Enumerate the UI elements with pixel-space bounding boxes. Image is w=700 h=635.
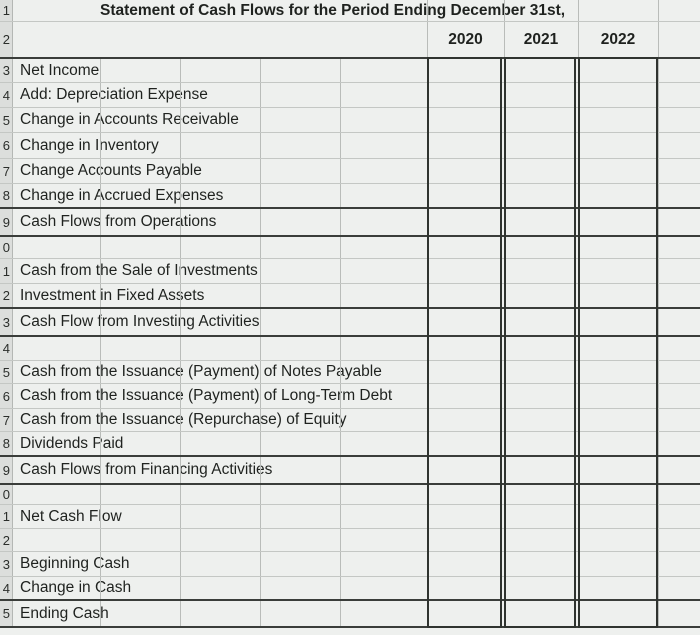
sheet-row xyxy=(0,159,700,184)
grid-cell[interactable] xyxy=(180,284,260,307)
value-cell[interactable] xyxy=(427,457,504,483)
line-item-label: Cash from the Issuance (Payment) of Notes Payable xyxy=(20,363,382,380)
grid-cell[interactable] xyxy=(180,309,260,335)
grid-cell[interactable] xyxy=(260,432,340,455)
line-item-label: Change in Accrued Expenses xyxy=(20,186,224,204)
grid-cell[interactable] xyxy=(340,601,427,626)
grid-cell[interactable] xyxy=(658,22,700,57)
value-cell[interactable] xyxy=(578,457,658,483)
sheet-row xyxy=(0,552,700,577)
value-cell[interactable] xyxy=(578,384,658,408)
row-number[interactable]: 1 xyxy=(0,505,13,528)
row-number[interactable]: 7 xyxy=(0,409,13,431)
grid-cell[interactable] xyxy=(260,505,340,528)
grid-cell[interactable] xyxy=(180,485,260,504)
value-cell[interactable] xyxy=(427,384,504,408)
year-header: 2021 xyxy=(523,30,559,48)
sheet-row xyxy=(0,284,700,309)
grid-cell[interactable] xyxy=(340,237,427,258)
row-number[interactable]: 2 xyxy=(0,529,13,551)
grid-cell[interactable] xyxy=(427,0,504,21)
grid-cell[interactable] xyxy=(658,159,700,183)
sheet-row xyxy=(0,259,700,284)
value-cell[interactable] xyxy=(427,409,504,431)
grid-cell[interactable] xyxy=(180,0,260,21)
grid-cell[interactable] xyxy=(100,259,180,283)
value-cell[interactable] xyxy=(427,337,504,360)
value-cell[interactable] xyxy=(504,529,578,551)
grid-cell[interactable] xyxy=(658,552,700,576)
grid-cell[interactable] xyxy=(100,237,180,258)
grid-cell[interactable] xyxy=(100,133,180,158)
grid-cell[interactable] xyxy=(100,22,180,57)
grid-cell[interactable] xyxy=(658,432,700,455)
sheet-row xyxy=(0,361,700,384)
grid-cell[interactable] xyxy=(340,309,427,335)
grid-cell[interactable] xyxy=(340,209,427,235)
sheet-row xyxy=(0,457,700,485)
grid-cell[interactable] xyxy=(100,384,180,408)
grid-cell[interactable] xyxy=(340,108,427,132)
line-item-label: Net Cash Flow xyxy=(20,507,122,525)
value-cell[interactable] xyxy=(578,577,658,599)
sheet-row xyxy=(0,505,700,529)
grid-cell[interactable] xyxy=(658,133,700,158)
value-cell[interactable] xyxy=(504,577,578,599)
grid-cell[interactable] xyxy=(504,0,578,21)
grid-cell[interactable] xyxy=(100,432,180,455)
row-number[interactable]: 2 xyxy=(0,284,13,307)
value-cell[interactable] xyxy=(504,361,578,383)
grid-cell[interactable] xyxy=(658,259,700,283)
value-cell[interactable] xyxy=(504,552,578,576)
line-item-label: Ending Cash xyxy=(20,604,109,622)
value-cell[interactable] xyxy=(427,108,504,132)
grid-cell[interactable] xyxy=(180,577,260,599)
value-cell[interactable] xyxy=(504,601,578,626)
grid-cell[interactable] xyxy=(658,361,700,383)
value-cell[interactable] xyxy=(427,59,504,82)
value-cell[interactable] xyxy=(427,577,504,599)
line-item-label: Cash Flows from Financing Activities xyxy=(20,461,273,478)
grid-cell[interactable] xyxy=(180,22,260,57)
value-cell[interactable] xyxy=(504,237,578,258)
grid-cell[interactable] xyxy=(100,601,180,626)
value-cell[interactable] xyxy=(578,601,658,626)
line-item-label: Dividends Paid xyxy=(20,434,124,452)
grid-cell[interactable] xyxy=(100,159,180,183)
grid-cell[interactable] xyxy=(260,577,340,599)
grid-cell[interactable] xyxy=(100,361,180,383)
line-item-label: Add: Depreciation Expense xyxy=(20,86,208,103)
grid-cell[interactable] xyxy=(340,133,427,158)
grid-cell[interactable] xyxy=(340,577,427,599)
grid-cell[interactable] xyxy=(180,529,260,551)
grid-cell[interactable] xyxy=(180,209,260,235)
line-item-label: Investment in Fixed Assets xyxy=(20,286,205,304)
grid-cell[interactable] xyxy=(340,457,427,483)
value-cell[interactable] xyxy=(578,209,658,235)
row-number[interactable]: 3 xyxy=(0,552,13,576)
value-cell[interactable] xyxy=(427,309,504,335)
grid-cell[interactable] xyxy=(260,529,340,551)
line-item-label: Beginning Cash xyxy=(20,555,130,572)
value-cell[interactable] xyxy=(504,384,578,408)
value-cell[interactable] xyxy=(578,529,658,551)
value-cell[interactable] xyxy=(427,505,504,528)
grid-cell[interactable] xyxy=(180,457,260,483)
grid-cell[interactable] xyxy=(658,337,700,360)
grid-cell[interactable] xyxy=(340,361,427,383)
row-number[interactable]: 2 xyxy=(0,22,13,57)
grid-cell[interactable] xyxy=(658,59,700,82)
sheet-row xyxy=(0,577,700,601)
row-number[interactable]: 5 xyxy=(0,108,13,132)
grid-cell[interactable] xyxy=(340,22,427,57)
sheet-row xyxy=(0,529,700,552)
line-item-label: Cash from the Issuance (Payment) of Long-Term Debt xyxy=(20,387,393,404)
value-cell[interactable] xyxy=(427,361,504,383)
sheet-row xyxy=(0,409,700,432)
grid-cell[interactable] xyxy=(180,384,260,408)
grid-cell[interactable] xyxy=(260,83,340,107)
grid-cell[interactable] xyxy=(340,505,427,528)
sheet-row xyxy=(0,601,700,628)
grid-cell[interactable] xyxy=(180,505,260,528)
value-cell[interactable] xyxy=(578,83,658,107)
grid-cell[interactable] xyxy=(658,284,700,307)
value-cell[interactable] xyxy=(427,159,504,183)
value-cell[interactable] xyxy=(504,485,578,504)
line-item-label: Net Income xyxy=(20,61,100,79)
value-cell[interactable] xyxy=(427,552,504,576)
value-cell[interactable] xyxy=(504,83,578,107)
line-item-label: Cash Flows from Operations xyxy=(20,213,217,230)
sheet-row xyxy=(0,83,700,108)
grid-cell[interactable] xyxy=(340,384,427,408)
line-item-label: Cash from the Issuance (Repurchase) of Equity xyxy=(20,411,347,428)
value-cell[interactable] xyxy=(504,409,578,431)
sheet-row xyxy=(0,108,700,133)
row-number[interactable]: 3 xyxy=(0,59,13,82)
value-cell[interactable] xyxy=(578,485,658,504)
grid-cell[interactable] xyxy=(340,409,427,431)
line-item-label: Change in Cash xyxy=(20,579,132,596)
grid-cell[interactable] xyxy=(340,59,427,82)
grid-cell[interactable] xyxy=(100,505,180,528)
grid-cell[interactable] xyxy=(260,59,340,82)
grid-cell[interactable] xyxy=(180,432,260,455)
grid-cell[interactable] xyxy=(340,432,427,455)
value-cell[interactable] xyxy=(578,237,658,258)
grid-cell[interactable] xyxy=(180,337,260,360)
value-cell[interactable] xyxy=(504,505,578,528)
grid-cell[interactable] xyxy=(427,22,504,57)
sheet-row xyxy=(0,384,700,409)
grid-cell[interactable] xyxy=(658,577,700,599)
value-cell[interactable] xyxy=(578,59,658,82)
grid-cell[interactable] xyxy=(658,457,700,483)
grid-cell[interactable] xyxy=(180,59,260,82)
sheet-row xyxy=(0,184,700,209)
grid-cell[interactable] xyxy=(260,384,340,408)
row-number[interactable]: 5 xyxy=(0,361,13,383)
grid-cell[interactable] xyxy=(260,237,340,258)
grid-cell[interactable] xyxy=(260,159,340,183)
value-cell[interactable] xyxy=(427,83,504,107)
grid-cell[interactable] xyxy=(260,309,340,335)
grid-cell[interactable] xyxy=(658,184,700,207)
grid-cell[interactable] xyxy=(100,209,180,235)
grid-cell[interactable] xyxy=(260,284,340,307)
value-cell[interactable] xyxy=(504,184,578,207)
grid-cell[interactable] xyxy=(340,529,427,551)
row-number[interactable]: 8 xyxy=(0,184,13,207)
grid-cell[interactable] xyxy=(100,552,180,576)
value-cell[interactable] xyxy=(578,361,658,383)
row-number[interactable]: 6 xyxy=(0,384,13,408)
grid-cell[interactable] xyxy=(260,337,340,360)
grid-cell[interactable] xyxy=(658,529,700,551)
grid-cell[interactable] xyxy=(260,485,340,504)
value-cell[interactable] xyxy=(427,284,504,307)
row-number[interactable]: 9 xyxy=(0,209,13,235)
row-number[interactable]: 1 xyxy=(0,0,13,21)
grid-cell[interactable] xyxy=(180,108,260,132)
value-cell[interactable] xyxy=(578,309,658,335)
grid-cell[interactable] xyxy=(180,237,260,258)
value-cell[interactable] xyxy=(427,259,504,283)
grid-cell[interactable] xyxy=(100,0,180,21)
grid-cell[interactable] xyxy=(658,108,700,132)
value-cell[interactable] xyxy=(578,552,658,576)
grid-cell[interactable] xyxy=(100,59,180,82)
value-cell[interactable] xyxy=(427,601,504,626)
value-cell[interactable] xyxy=(578,409,658,431)
sheet-row xyxy=(0,432,700,457)
grid-cell[interactable] xyxy=(658,83,700,107)
grid-cell[interactable] xyxy=(340,552,427,576)
grid-cell[interactable] xyxy=(340,83,427,107)
grid-cell[interactable] xyxy=(260,108,340,132)
row-number[interactable]: 1 xyxy=(0,259,13,283)
year-header: 2022 xyxy=(600,30,636,48)
line-item-label: Cash Flow from Investing Activities xyxy=(20,313,260,330)
grid-cell[interactable] xyxy=(578,0,658,21)
sheet-row xyxy=(0,237,700,259)
grid-cell[interactable] xyxy=(180,83,260,107)
grid-cell[interactable] xyxy=(340,184,427,207)
line-item-label: Change in Inventory xyxy=(20,136,159,154)
row-number[interactable]: 4 xyxy=(0,83,13,107)
sheet-row xyxy=(0,133,700,159)
grid-cell[interactable] xyxy=(100,309,180,335)
row-number[interactable]: 9 xyxy=(0,457,13,483)
grid-cell[interactable] xyxy=(260,133,340,158)
grid-cell[interactable] xyxy=(100,337,180,360)
value-cell[interactable] xyxy=(504,457,578,483)
value-cell[interactable] xyxy=(578,259,658,283)
value-cell[interactable] xyxy=(504,337,578,360)
line-item-label: Change Accounts Payable xyxy=(20,162,202,179)
statement-title: Statement of Cash Flows for the Period Ending December 31st, xyxy=(100,1,566,19)
value-cell[interactable] xyxy=(578,184,658,207)
value-cell[interactable] xyxy=(427,133,504,158)
grid-cell[interactable] xyxy=(260,457,340,483)
line-item-label: Change in Accounts Receivable xyxy=(20,111,239,128)
grid-cell[interactable] xyxy=(658,0,700,21)
grid-cell[interactable] xyxy=(100,184,180,207)
grid-cell[interactable] xyxy=(658,309,700,335)
grid-cell[interactable] xyxy=(658,409,700,431)
value-cell[interactable] xyxy=(578,337,658,360)
grid-cell[interactable] xyxy=(180,133,260,158)
value-cell[interactable] xyxy=(427,432,504,455)
grid-cell[interactable] xyxy=(260,209,340,235)
value-cell[interactable] xyxy=(427,237,504,258)
value-cell[interactable] xyxy=(504,209,578,235)
value-cell[interactable] xyxy=(427,529,504,551)
grid-cell[interactable] xyxy=(340,337,427,360)
grid-cell[interactable] xyxy=(100,108,180,132)
value-cell[interactable] xyxy=(578,133,658,158)
value-cell[interactable] xyxy=(504,309,578,335)
grid-cell[interactable] xyxy=(260,601,340,626)
year-header: 2020 xyxy=(448,30,483,48)
grid-cell[interactable] xyxy=(260,552,340,576)
grid-cell[interactable] xyxy=(340,284,427,307)
grid-cell[interactable] xyxy=(260,0,340,21)
grid-cell[interactable] xyxy=(260,22,340,57)
sheet-row xyxy=(0,485,700,505)
line-item-label: Cash from the Sale of Investments xyxy=(20,262,258,279)
grid-cell[interactable] xyxy=(578,22,658,57)
grid-cell[interactable] xyxy=(658,384,700,408)
grid-cell[interactable] xyxy=(260,361,340,383)
sheet-row xyxy=(0,209,700,237)
value-cell[interactable] xyxy=(578,108,658,132)
grid-cell[interactable] xyxy=(100,409,180,431)
grid-cell[interactable] xyxy=(340,259,427,283)
grid-cell[interactable] xyxy=(658,485,700,504)
grid-cell[interactable] xyxy=(100,284,180,307)
grid-cell[interactable] xyxy=(658,209,700,235)
value-cell[interactable] xyxy=(504,259,578,283)
value-cell[interactable] xyxy=(504,133,578,158)
row-number[interactable]: 4 xyxy=(0,577,13,599)
grid-cell[interactable] xyxy=(180,552,260,576)
value-cell[interactable] xyxy=(578,505,658,528)
row-number[interactable]: 3 xyxy=(0,309,13,335)
grid-cell[interactable] xyxy=(180,409,260,431)
value-cell[interactable] xyxy=(504,432,578,455)
value-cell[interactable] xyxy=(578,284,658,307)
row-number[interactable]: 0 xyxy=(0,485,13,504)
row-number[interactable]: 4 xyxy=(0,337,13,360)
value-cell[interactable] xyxy=(427,184,504,207)
grid-cell[interactable] xyxy=(260,409,340,431)
row-number[interactable]: 7 xyxy=(0,159,13,183)
grid-cell[interactable] xyxy=(658,505,700,528)
row-number[interactable]: 8 xyxy=(0,432,13,455)
grid-cell[interactable] xyxy=(180,601,260,626)
value-cell[interactable] xyxy=(427,209,504,235)
grid-cell[interactable] xyxy=(658,601,700,626)
sheet-row xyxy=(0,309,700,337)
grid-cell[interactable] xyxy=(100,485,180,504)
sheet-row xyxy=(0,337,700,361)
grid-cell[interactable] xyxy=(180,159,260,183)
grid-cell[interactable] xyxy=(100,457,180,483)
row-number[interactable]: 0 xyxy=(0,237,13,258)
value-cell[interactable] xyxy=(427,485,504,504)
sheet-row xyxy=(0,0,700,22)
grid-cell[interactable] xyxy=(504,22,578,57)
grid-cell[interactable] xyxy=(340,0,427,21)
grid-cell[interactable] xyxy=(340,485,427,504)
grid-cell[interactable] xyxy=(658,237,700,258)
grid-cell[interactable] xyxy=(180,259,260,283)
value-cell[interactable] xyxy=(504,108,578,132)
grid-cell[interactable] xyxy=(100,577,180,599)
row-number[interactable]: 5 xyxy=(0,601,13,626)
grid-cell[interactable] xyxy=(100,529,180,551)
grid-cell[interactable] xyxy=(180,184,260,207)
grid-cell[interactable] xyxy=(260,184,340,207)
sheet-row xyxy=(0,22,700,59)
value-cell[interactable] xyxy=(578,432,658,455)
grid-cell[interactable] xyxy=(100,83,180,107)
sheet-row xyxy=(0,59,700,83)
value-cell[interactable] xyxy=(578,159,658,183)
grid-cell[interactable] xyxy=(180,361,260,383)
grid-cell[interactable] xyxy=(260,259,340,283)
grid-cell[interactable] xyxy=(340,159,427,183)
value-cell[interactable] xyxy=(504,59,578,82)
row-number[interactable]: 6 xyxy=(0,133,13,158)
value-cell[interactable] xyxy=(504,284,578,307)
value-cell[interactable] xyxy=(504,159,578,183)
